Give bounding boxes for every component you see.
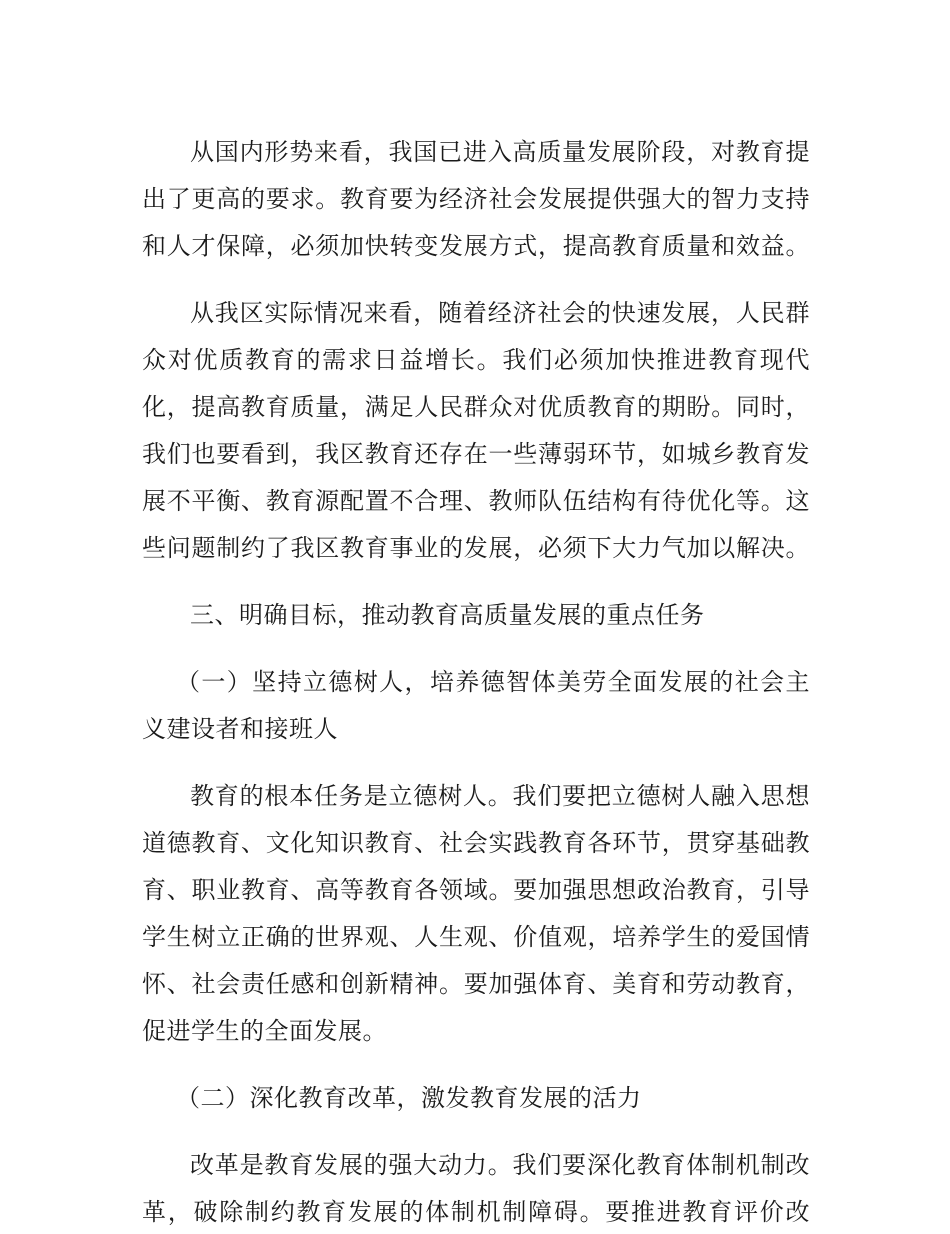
paragraph-domestic-situation-line-1: 从国内形势来看，我国已进入高质量发展阶段，对教育提 — [190, 138, 810, 166]
paragraph-moral-education-line-3: 育、职业教育、高等教育各领域。要加强思想政治教育，引导 — [142, 876, 810, 904]
paragraph-moral-education-line-5: 怀、社会责任感和创新精神。要加强体育、美育和劳动教育， — [142, 970, 810, 998]
paragraph-education-reform-line-1: 改革是教育发展的强大动力。我们要深化教育体制机制改 — [190, 1151, 810, 1179]
section-three-heading: 三、明确目标，推动教育高质量发展的重点任务 — [190, 601, 705, 629]
subsection-two-heading: （二）深化教育改革，激发教育发展的活力 — [176, 1084, 642, 1112]
paragraph-moral-education-line-2: 道德教育、文化知识教育、社会实践教育各环节，贯穿基础教 — [142, 829, 810, 857]
paragraph-district-situation-line-4: 我们也要看到，我区教育还存在一些薄弱环节，如城乡教育发 — [142, 440, 810, 468]
paragraph-district-situation-line-1: 从我区实际情况来看，随着经济社会的快速发展，人民群 — [190, 299, 810, 327]
paragraph-education-reform-line-2: 革，破除制约教育发展的体制机制障碍。要推进教育评价改 — [142, 1198, 810, 1226]
paragraph-district-situation-line-2: 众对优质教育的需求日益增长。我们必须加快推进教育现代 — [142, 346, 810, 374]
subsection-one-heading-line-2: 义建设者和接班人 — [142, 715, 338, 743]
paragraph-moral-education-line-1: 教育的根本任务是立德树人。我们要把立德树人融入思想 — [190, 782, 810, 810]
paragraph-district-situation-line-5: 展不平衡、教育源配置不合理、教师队伍结构有待优化等。这 — [142, 487, 810, 515]
paragraph-domestic-situation-line-3: 和人才保障，必须加快转变发展方式，提高教育质量和效益。 — [142, 232, 810, 260]
paragraph-moral-education-line-6: 促进学生的全面发展。 — [142, 1017, 387, 1045]
paragraph-district-situation-line-3: 化，提高教育质量，满足人民群众对优质教育的期盼。同时， — [142, 393, 810, 421]
paragraph-district-situation-line-6: 些问题制约了我区教育事业的发展，必须下大力气加以解决。 — [142, 534, 810, 562]
paragraph-moral-education-line-4: 学生树立正确的世界观、人生观、价值观，培养学生的爱国情 — [142, 923, 810, 951]
subsection-one-heading-line-1: （一）坚持立德树人，培养德智体美劳全面发展的社会主 — [176, 668, 810, 696]
paragraph-domestic-situation-line-2: 出了更高的要求。教育要为经济社会发展提供强大的智力支持 — [142, 185, 810, 213]
